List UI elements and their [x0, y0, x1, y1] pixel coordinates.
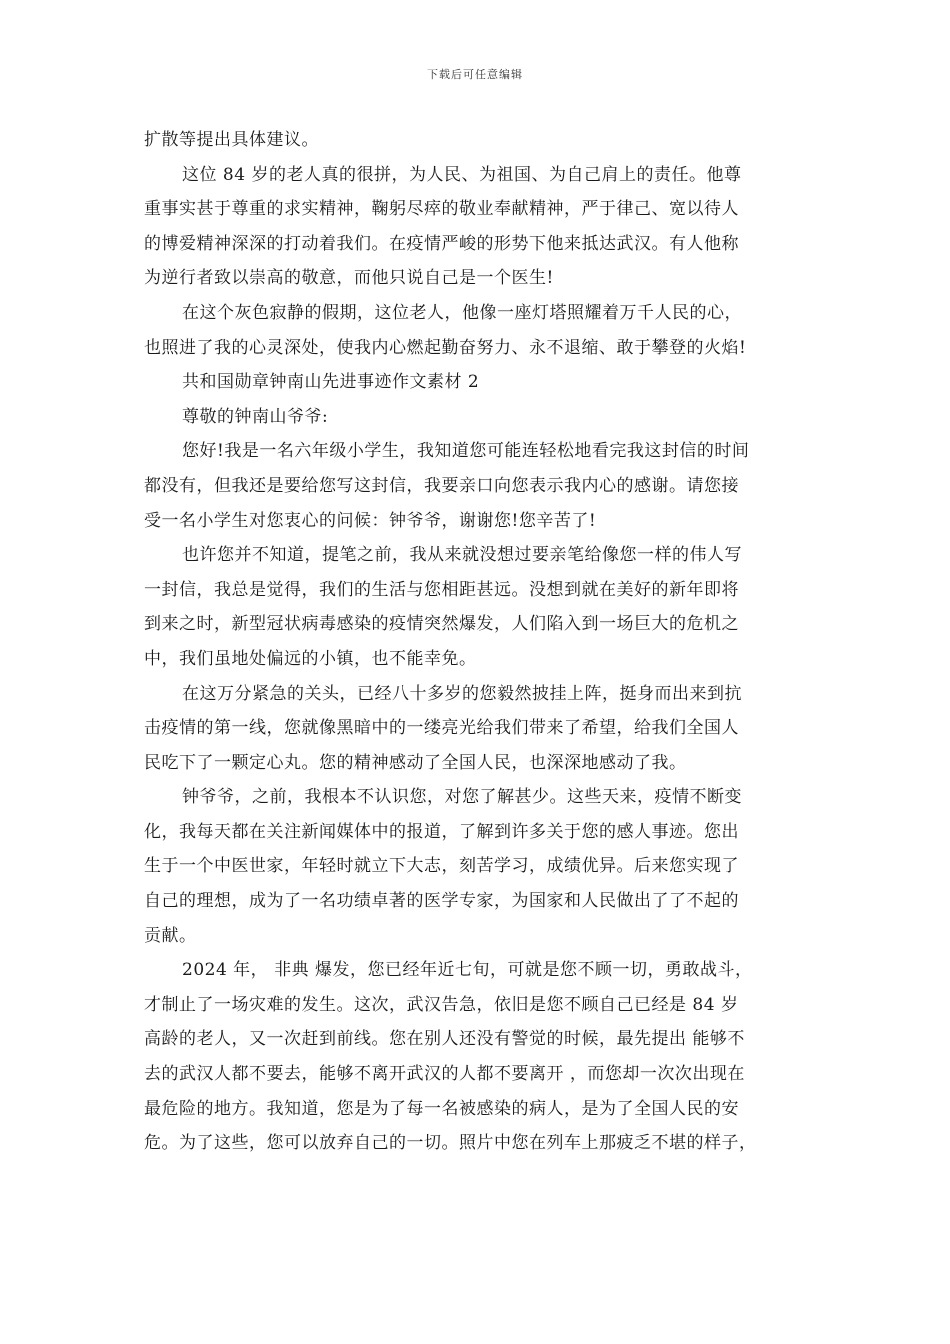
- text-line: 2024 年， 非典 爆发，您已经年近七旬，可就是您不顾一切，勇敢战斗，: [182, 960, 753, 981]
- text-line: 化，我每天都在关注新闻媒体中的报道，了解到许多关于您的感人事迹。您出: [144, 821, 739, 842]
- text-line: 到来之时，新型冠状病毒感染的疫情突然爆发，人们陷入到一场巨大的危机之: [144, 614, 739, 635]
- text-line: 也照进了我的心灵深处，使我内心燃起勤奋努力、永不退缩、敢于攀登的火焰!: [144, 337, 747, 358]
- text-line: 在这个灰色寂静的假期，这位老人，他像一座灯塔照耀着万千人民的心，: [182, 302, 742, 323]
- text-line: 生于一个中医世家，年轻时就立下大志，刻苦学习，成绩优异。后来您实现了: [144, 856, 739, 877]
- text-line: 危。为了这些，您可以放弃自己的一切。照片中您在列车上那疲乏不堪的样子，: [144, 1133, 757, 1154]
- text-line: 的博爱精神深深的打动着我们。在疫情严峻的形势下他来抵达武汉。有人他称: [144, 233, 739, 254]
- text-line: 贡献。: [144, 925, 197, 946]
- text-line: 都没有，但我还是要给您写这封信，我要亲口向您表示我内心的感谢。请您接: [144, 475, 739, 496]
- text-line: 高龄的老人，又一次赶到前线。您在别人还没有警觉的时候，最先提出 能够不: [144, 1029, 745, 1050]
- page-header-note: 下载后可任意编辑: [427, 68, 523, 81]
- text-line: 自己的理想，成为了一名功绩卓著的医学专家，为国家和人民做出了了不起的: [144, 891, 739, 912]
- text-line: 才制止了一场灾难的发生。这次，武汉告急，依旧是您不顾自己已经是 84 岁: [144, 994, 739, 1015]
- text-line: 为逆行者致以崇高的敬意，而他只说自己是一个医生!: [144, 268, 554, 289]
- text-line: 受一名小学生对您衷心的问候：钟爷爷，谢谢您!您辛苦了!: [144, 510, 597, 531]
- text-line: 中，我们虽地处偏远的小镇，也不能幸免。: [144, 648, 477, 669]
- text-line: 去的武汉人都不要去，能够不离开武汉的人都不要离开 ，而您却一次次出现在: [144, 1064, 745, 1085]
- text-line: 击疫情的第一线，您就像黑暗中的一缕亮光给我们带来了希望，给我们全国人: [144, 718, 739, 739]
- text-line: 扩散等提出具体建议。: [144, 130, 319, 150]
- text-line: 钟爷爷，之前，我根本不认识您，对您了解甚少。这些天来，疫情不断变: [182, 787, 742, 808]
- text-line: 也许您并不知道，提笔之前，我从来就没想过要亲笔给像您一样的伟人写: [182, 545, 742, 566]
- text-line: 最危险的地方。我知道，您是为了每一名被感染的病人，是为了全国人民的安: [144, 1098, 739, 1119]
- text-line: 民吃下了一颗定心丸。您的精神感动了全国人民，也深深地感动了我。: [144, 752, 687, 773]
- text-line: 重事实甚于尊重的求实精神，鞠躬尽瘁的敬业奉献精神，严于律己、宽以待人: [144, 199, 739, 220]
- text-line: 这位 84 岁的老人真的很拼，为人民、为祖国、为自己肩上的责任。他尊: [182, 164, 742, 185]
- text-line: 在这万分紧急的关头，已经八十多岁的您毅然披挂上阵，挺身而出来到抗: [182, 683, 742, 704]
- text-line: 共和国勋章钟南山先进事迹作文素材 2: [182, 372, 480, 393]
- text-line: 您好!我是一名六年级小学生，我知道您可能连轻松地看完我这封信的时间: [182, 441, 750, 462]
- text-line: 一封信，我总是觉得，我们的生活与您相距甚远。没想到就在美好的新年即将: [144, 579, 739, 600]
- document-body: [144, 123, 824, 1161]
- text-line: 尊敬的钟南山爷爷:: [182, 406, 329, 427]
